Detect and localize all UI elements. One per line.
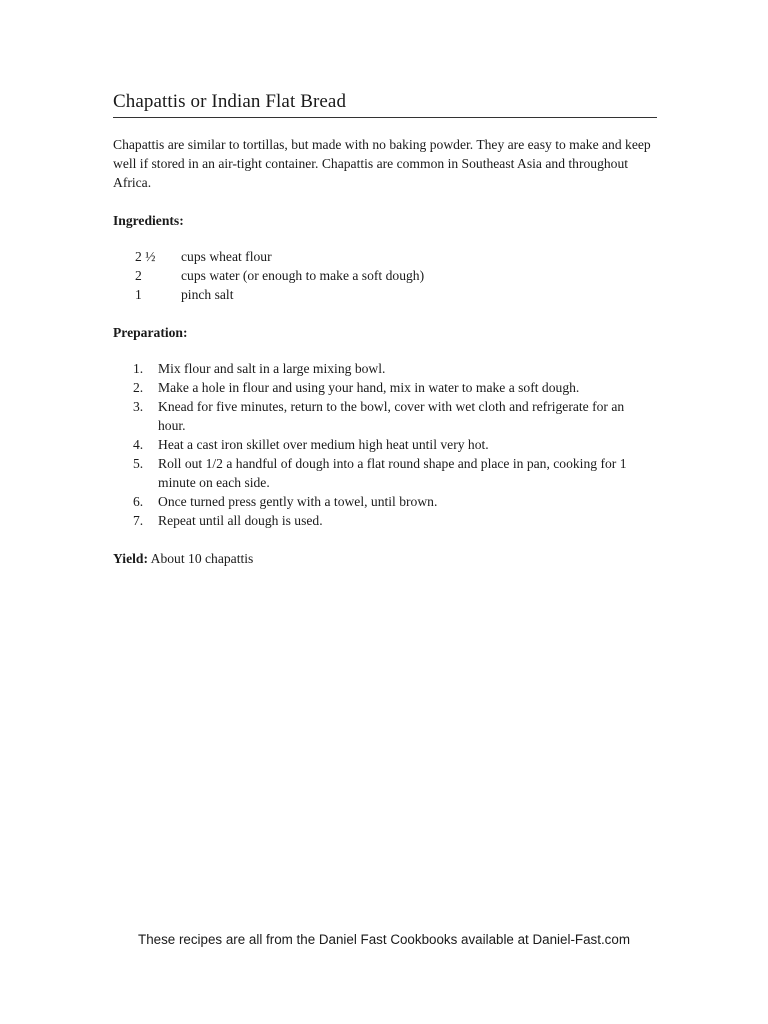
step-text: Make a hole in flour and using your hand, mix in water to make a soft dough. (158, 380, 580, 395)
ingredient-name: cups water (or enough to make a soft dough) (181, 268, 425, 283)
step-number: 3. (133, 399, 144, 414)
ingredient-name: cups wheat flour (181, 249, 272, 264)
step-text: Heat a cast iron skillet over medium high heat until very hot. (158, 437, 489, 452)
step-text: Once turned press gently with a towel, until brown. (158, 494, 438, 509)
preparation-heading: Preparation: (113, 325, 188, 340)
step-item (113, 435, 657, 454)
recipe-page (113, 90, 657, 568)
step-number: 6. (133, 494, 144, 509)
yield-label: Yield: (113, 551, 148, 566)
ingredient-row (113, 285, 657, 304)
step-item (113, 454, 657, 492)
step-item (113, 378, 657, 397)
step-item (113, 511, 657, 530)
ingredient-name: pinch salt (181, 287, 234, 302)
ingredients-heading: Ingredients: (113, 213, 184, 228)
ingredient-row (113, 247, 657, 266)
ingredient-quantity: 2 (135, 268, 142, 283)
ingredients-list (113, 247, 657, 304)
ingredient-quantity: 2 ½ (135, 249, 156, 264)
step-item (113, 492, 657, 511)
step-text: Mix flour and salt in a large mixing bowl. (158, 361, 386, 376)
step-number: 1. (133, 361, 144, 376)
step-text: Repeat until all dough is used. (158, 513, 323, 528)
step-text: Knead for five minutes, return to the bowl, cover with wet cloth and refrigerate for an hour. (158, 399, 625, 433)
step-item (113, 359, 657, 378)
step-item (113, 397, 657, 435)
footer-credit: These recipes are all from the Daniel Fast Cookbooks available at Daniel-Fast.com (138, 932, 630, 947)
ingredient-row (113, 266, 657, 285)
step-text: Roll out 1/2 a handful of dough into a flat round shape and place in pan, cooking for 1 minute on each side. (158, 456, 627, 490)
step-number: 7. (133, 513, 144, 528)
step-number: 4. (133, 437, 144, 452)
recipe-yield (113, 549, 657, 568)
step-number: 5. (133, 456, 144, 471)
recipe-intro: Chapattis are similar to tortillas, but made with no baking powder. They are easy to make and keep well if stored in an air-tight container. Chapattis are common in Southeast Asia and throughout Africa. (113, 137, 651, 190)
yield-value: About 10 chapattis (148, 551, 254, 566)
recipe-title: Chapattis or Indian Flat Bread (113, 90, 657, 118)
ingredient-quantity: 1 (135, 287, 142, 302)
preparation-steps (113, 359, 657, 530)
step-number: 2. (133, 380, 144, 395)
